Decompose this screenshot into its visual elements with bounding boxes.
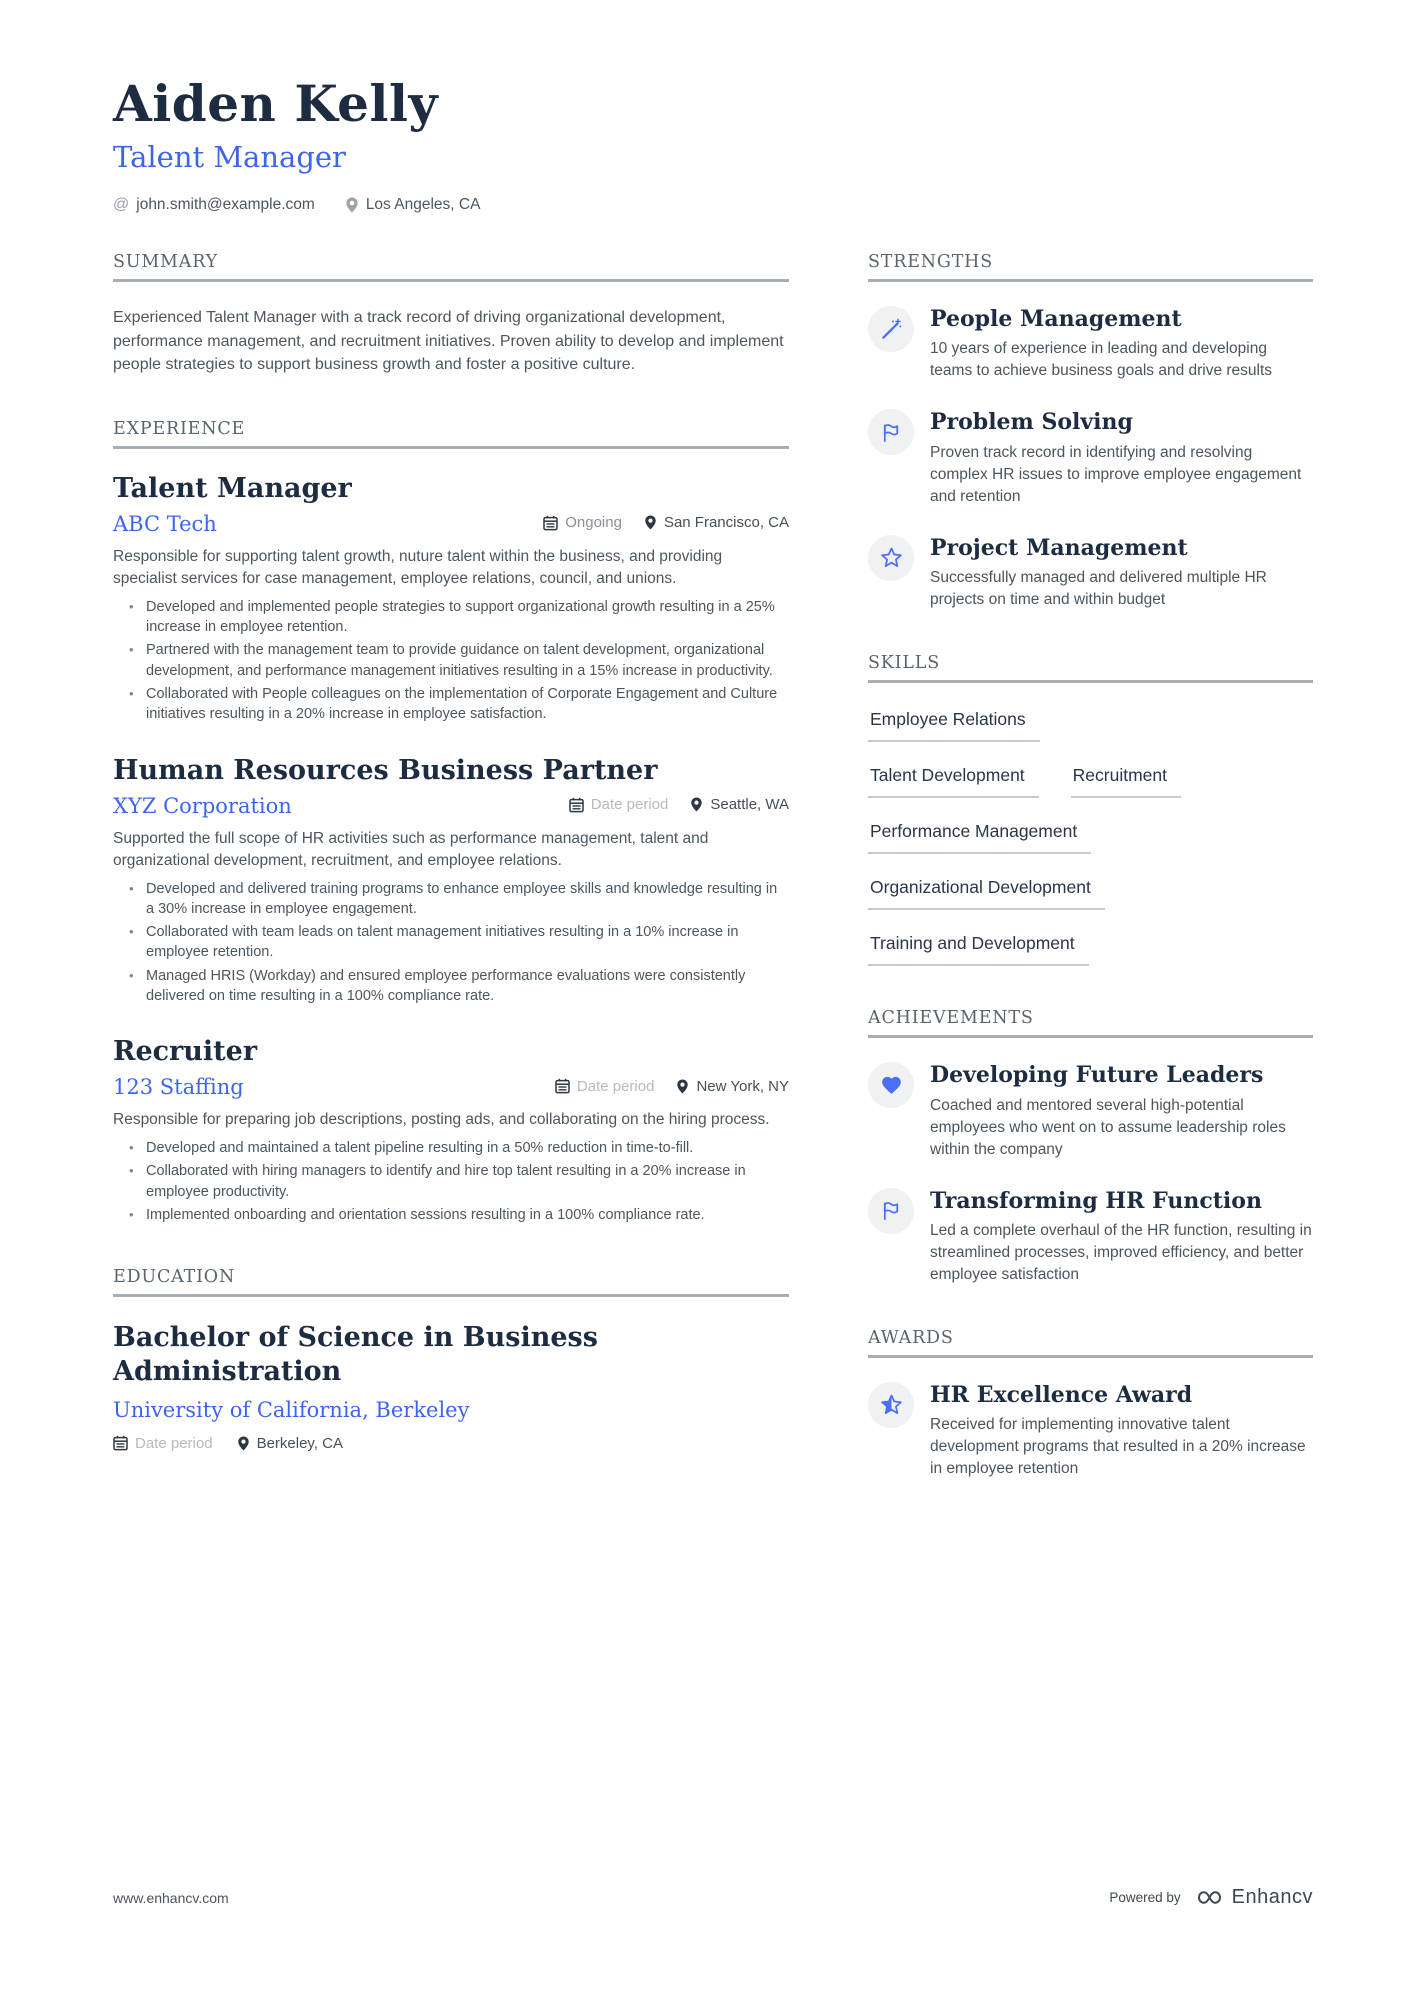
achievement-title: Transforming HR Function <box>930 1187 1262 1214</box>
heart-icon <box>868 1062 914 1108</box>
award-text: Received for implementing innovative talent development programs that resulted in a 20% increase in employee retention <box>930 1416 1306 1478</box>
job-entry <box>113 1036 789 1225</box>
at-icon: @ <box>113 196 130 213</box>
job-bullet: • Managed HRIS (Workday) and ensured employee performance evaluations were consistently delivered on time resulting in a 100% compliance rate. <box>113 966 789 1007</box>
skill-tag: Training and Development <box>868 933 1089 966</box>
job-location: San Francisco, CA <box>644 514 789 531</box>
section-divider <box>113 446 789 449</box>
job-dates: Date period <box>569 796 669 813</box>
skill-tag: Talent Development <box>868 765 1039 798</box>
job-bullet: • Developed and maintained a talent pipeline resulting in a 50% reduction in time-to-fill. <box>113 1138 789 1158</box>
star-icon <box>868 535 914 581</box>
job-bullet: • Implemented onboarding and orientation sessions resulting in a 100% compliance rate. <box>113 1205 789 1225</box>
job-dates: Ongoing <box>543 514 622 531</box>
job-title: Talent Manager <box>113 473 352 505</box>
half-star-icon <box>868 1382 914 1428</box>
email-value[interactable]: john.smith@example.com <box>136 196 315 213</box>
skill-tag: Employee Relations <box>868 709 1040 742</box>
skill-tag: Organizational Development <box>868 877 1105 910</box>
email-contact <box>113 196 315 214</box>
page-footer <box>113 1886 1313 1909</box>
location-pin-icon <box>690 797 703 812</box>
job-entry <box>113 755 789 1007</box>
degree-title: Bachelor of Science in Business Administration <box>113 1322 598 1388</box>
job-company: XYZ Corporation <box>113 793 292 818</box>
contact-row <box>113 196 1313 214</box>
sidebar-column <box>868 252 1313 1522</box>
section-divider <box>868 279 1313 282</box>
job-bullet: • Developed and implemented people strategies to support organizational growth resulting in a 25% increase in employee retention. <box>113 597 789 638</box>
strength-title: Project Management <box>930 534 1188 561</box>
location-pin-icon <box>676 1079 689 1094</box>
strength-text: Proven track record in identifying and resolving complex HR issues to improve employee engagement and retention <box>930 443 1302 505</box>
location-pin-icon <box>237 1436 250 1451</box>
summary-section <box>113 252 789 377</box>
strength-title: People Management <box>930 306 1182 332</box>
job-description: Responsible for preparing job descriptions, posting ads, and collaborating on the hiring process. <box>113 1111 770 1129</box>
job-company: 123 Staffing <box>113 1075 244 1100</box>
job-title: Human Resources Business Partner <box>113 754 658 786</box>
enhancv-site-link[interactable]: www.enhancv.com <box>113 1889 229 1906</box>
strength-title: Problem Solving <box>930 409 1133 436</box>
skills-section <box>868 653 1313 966</box>
job-bullets <box>113 879 789 1007</box>
skill-tag: Recruitment <box>1071 765 1181 798</box>
education-heading: EDUCATION <box>113 1267 236 1288</box>
job-description: Supported the full scope of HR activities such as performance management, talent and organizational development, recruitment, and employee relations. <box>113 829 709 869</box>
job-bullet: • Developed and delivered training programs to enhance employee skills and knowledge resulting in a 30% increase in employee engagement. <box>113 879 789 920</box>
summary-text: Experienced Talent Manager with a track record of driving organizational development, performance management, and recruitment initiatives. Proven ability to develop and implement people strategies to support business growth and foster a positive culture. <box>113 309 784 374</box>
job-bullet: • Partnered with the management team to provide guidance on talent development, organizational development, and performance management initiatives resulting in a 15% increase in productivity. <box>113 640 789 681</box>
job-bullet: • Collaborated with team leads on talent management initiatives resulting in a 10% increase in employee retention. <box>113 922 789 963</box>
flag-icon <box>868 1188 914 1234</box>
main-column <box>113 252 789 1522</box>
job-description: Responsible for supporting talent growth, nuture talent within the business, and providing specialist services for case management, employee relations, council, and unions. <box>113 547 723 587</box>
calendar-icon <box>569 797 584 813</box>
strength-text: 10 years of experience in leading and developing teams to achieve business goals and drive results <box>930 340 1273 380</box>
calendar-icon <box>113 1435 128 1451</box>
section-divider <box>113 1294 789 1297</box>
achievement-title: Developing Future Leaders <box>930 1062 1264 1089</box>
enhancv-logo[interactable] <box>1195 1886 1313 1909</box>
person-name: Aiden Kelly <box>113 74 439 133</box>
section-divider <box>868 1035 1313 1038</box>
achievement-text: Led a complete overhaul of the HR function, resulting in streamlined processes, improved efficiency, and better employee satisfaction <box>930 1221 1312 1283</box>
job-entry <box>113 473 789 725</box>
location-value: Los Angeles, CA <box>365 196 481 213</box>
education-dates: Date period <box>113 1435 213 1452</box>
location-pin-icon <box>345 197 359 213</box>
skill-tag: Performance Management <box>868 821 1091 854</box>
job-location: New York, NY <box>676 1078 789 1095</box>
strength-item <box>868 306 1313 382</box>
strength-item <box>868 535 1313 611</box>
school-name: University of California, Berkeley <box>113 1397 470 1422</box>
job-bullets <box>113 597 789 725</box>
job-bullet: • Collaborated with hiring managers to identify and hire top talent resulting in a 20% increase in employee productivity. <box>113 1161 789 1202</box>
summary-heading: SUMMARY <box>113 252 219 272</box>
section-divider <box>868 680 1313 683</box>
job-dates: Date period <box>555 1078 655 1095</box>
job-title: Recruiter <box>113 1036 258 1068</box>
achievements-heading: ACHIEVEMENTS <box>868 1008 1034 1029</box>
location-pin-icon <box>644 515 657 530</box>
skills-heading: SKILLS <box>868 653 941 674</box>
section-divider <box>868 1355 1313 1358</box>
wand-icon <box>868 306 914 352</box>
resume-header <box>113 74 1313 214</box>
awards-heading: AWARDS <box>868 1327 954 1348</box>
awards-section <box>868 1328 1313 1480</box>
infinity-logo-icon <box>1195 1886 1224 1909</box>
calendar-icon <box>555 1078 570 1094</box>
job-bullet: • Collaborated with People colleagues on the implementation of Corporate Engagement and Culture initiatives resulting in a 20% increase in employee satisfaction. <box>113 684 789 725</box>
experience-section <box>113 419 789 1225</box>
award-title: HR Excellence Award <box>930 1381 1193 1408</box>
achievement-item <box>868 1062 1313 1160</box>
section-divider <box>113 279 789 282</box>
education-location: Berkeley, CA <box>237 1435 343 1452</box>
job-location: Seattle, WA <box>690 796 789 813</box>
strengths-heading: STRENGTHS <box>868 252 994 272</box>
strengths-section <box>868 252 1313 611</box>
powered-by-label: Powered by <box>1109 1890 1181 1905</box>
calendar-icon <box>543 515 558 531</box>
person-title: Talent Manager <box>113 140 346 174</box>
education-section <box>113 1267 789 1452</box>
flag-icon <box>868 409 914 455</box>
brand-name: Enhancv <box>1231 1886 1313 1908</box>
experience-heading: EXPERIENCE <box>113 419 246 440</box>
strength-text: Successfully managed and delivered multiple HR projects on time and within budget <box>930 569 1267 609</box>
award-item <box>868 1382 1313 1480</box>
strength-item <box>868 409 1313 507</box>
achievement-text: Coached and mentored several high-potential employees who went on to assume leadership roles within the company <box>930 1096 1286 1158</box>
job-bullets <box>113 1138 789 1225</box>
achievement-item <box>868 1188 1313 1286</box>
job-company: ABC Tech <box>113 511 217 536</box>
achievements-section <box>868 1008 1313 1286</box>
location-contact <box>345 196 481 214</box>
